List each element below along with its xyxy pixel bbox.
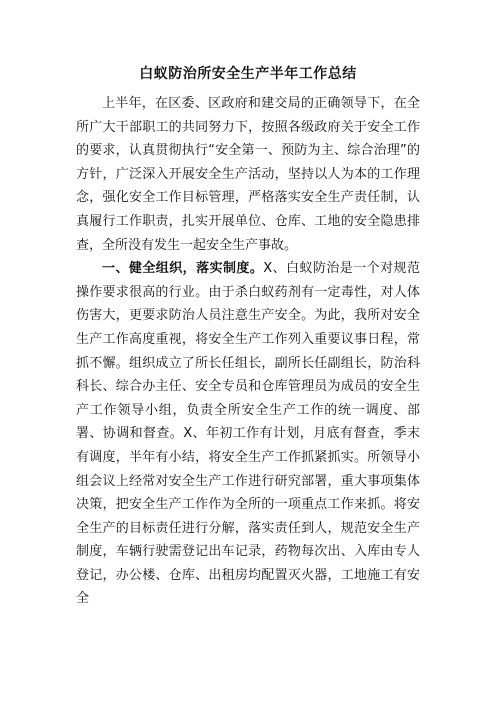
section-1-text: X、白蚁防治是一个对规范操作要求很高的行业。由于杀白蚁药剂有一定毒性，对人体伤害大，更要求防治人员注意生产安全。为此，我所对安全生产工作高度重视，将安全生产工作列入重要议事日程，常抓不懈。组织成立了所长任组长，副所长任副组长，防治科科长、综合办主任、安全专员和仓库管理员为成员的安全生产工作领导小组，负责全所安全生产工作的统一调度、部署、协调和督查。X、年初工作有计划，月底有督查，季末有调度，半年有小结，将安全生产工作抓紧抓实。所领导小组会议上经常对安全生产工作进行研究部署，重大事项集体决策，把安全生产工作作为全所的一项重点工作来抓。将安全生产的目标责任进行分解，落实责任到人，规范安全生产制度，车辆行驶需登记出车记录，药物每次出、入库由专人登记，办公楼、仓库、出租房均配置灭火器，工地施工有安全 [76,261,420,607]
paragraph-section-1 [76,257,420,611]
paragraph-intro-text: 上半年，在区委、区政府和建交局的正确领导下，在全所广大干部职工的共同努力下，按照各级政府关于安全工作的要求，认真贯彻执行“安全第一、预防为主、综合治理”的方针，广泛深入开展安全生产活动，坚持以人为本的工作理念，强化安全工作目标管理，严格落实安全生产责任制，认真履行工作职责，扎实开展单位、仓库、工地的安全隐患排查，全所没有发生一起安全生产事故。 [76,96,420,253]
section-1-heading: 一、健全组织，落实制度。 [102,261,264,277]
paragraph-intro [76,92,420,257]
document-body [76,92,420,611]
document-title: 白蚁防治所安全生产半年工作总结 [139,66,357,82]
